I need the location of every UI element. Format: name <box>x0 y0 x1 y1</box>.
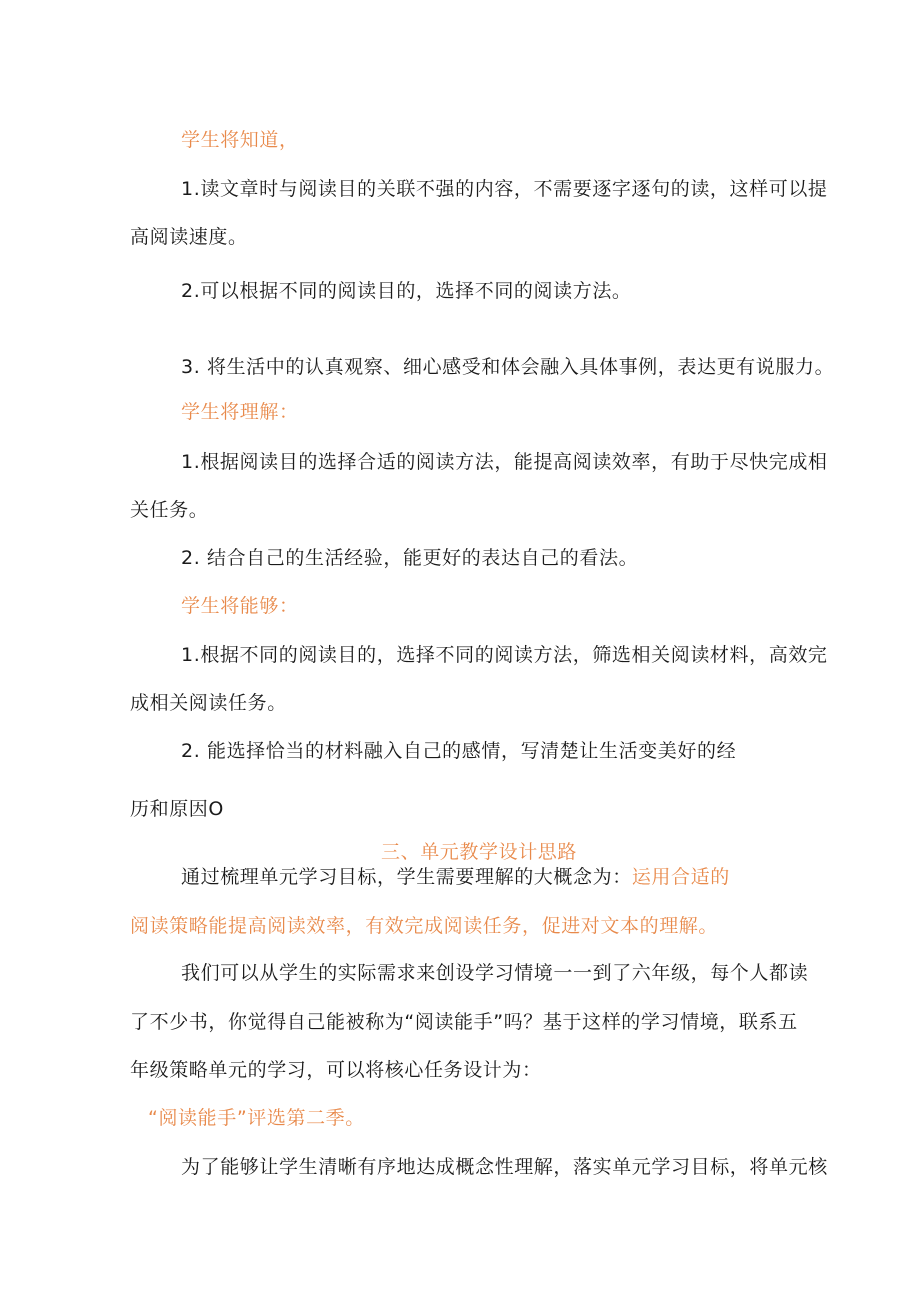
concept-intro-text: 通过梳理单元学习目标，学生需要理解的大概念为： <box>181 866 632 888</box>
able-heading: 学生将能够： <box>181 595 299 617</box>
know-heading: 学生将知道， <box>181 129 299 151</box>
able-item-1-line-1: 1.根据不同的阅读目的，选择不同的阅读方法，筛选相关阅读材料，高效完 <box>181 644 828 666</box>
know-item-3: 3. 将生活中的认真观察、细心感受和体会融入具体事例，表达更有说服力。 <box>181 356 835 378</box>
understand-heading: 学生将理解： <box>181 401 299 423</box>
understand-item-2: 2. 结合自己的生活经验，能更好的表达自己的看法。 <box>181 547 639 569</box>
context-line-2: 了不少书，你觉得自己能被称为“阅读能手”吗？基于这样的学习情境，联系五 <box>130 1011 798 1033</box>
concept-highlight-line-2: 阅读策略能提高阅读效率，有效完成阅读任务，促进对文本的理解。 <box>130 915 719 937</box>
know-item-1-line-1: 1.读文章时与阅读目的关联不强的内容，不需要逐字逐句的读，这样可以提 <box>181 178 828 200</box>
able-item-2-line-2: 历和原因O <box>130 798 224 820</box>
able-item-2-line-1: 2. 能选择恰当的材料融入自己的感情，写清楚让生活变美好的经 <box>181 740 737 762</box>
able-item-1-line-2: 成相关阅读任务。 <box>130 692 287 714</box>
concept-highlight-start: 运用合适的 <box>631 866 730 888</box>
context-line-3: 年级策略单元的学习，可以将核心任务设计为： <box>130 1059 542 1081</box>
know-item-1-line-2: 高阅读速度。 <box>130 226 248 248</box>
understand-item-1-line-2: 关任务。 <box>130 499 209 521</box>
core-task: “阅读能手”评选第二季。 <box>148 1107 365 1129</box>
last-line: 为了能够让学生清晰有序地达成概念性理解，落实单元学习目标，将单元核 <box>181 1156 828 1178</box>
know-item-2: 2.可以根据不同的阅读目的，选择不同的阅读方法。 <box>181 280 632 302</box>
concept-intro <box>181 864 730 890</box>
context-line-1: 我们可以从学生的实际需求来创设学习情境一一到了六年级，每个人都读 <box>181 962 809 984</box>
understand-item-1-line-1: 1.根据阅读目的选择合适的阅读方法，能提高阅读效率，有助于尽快完成相 <box>181 451 828 473</box>
section-title: 三、单元教学设计思路 <box>381 841 578 863</box>
